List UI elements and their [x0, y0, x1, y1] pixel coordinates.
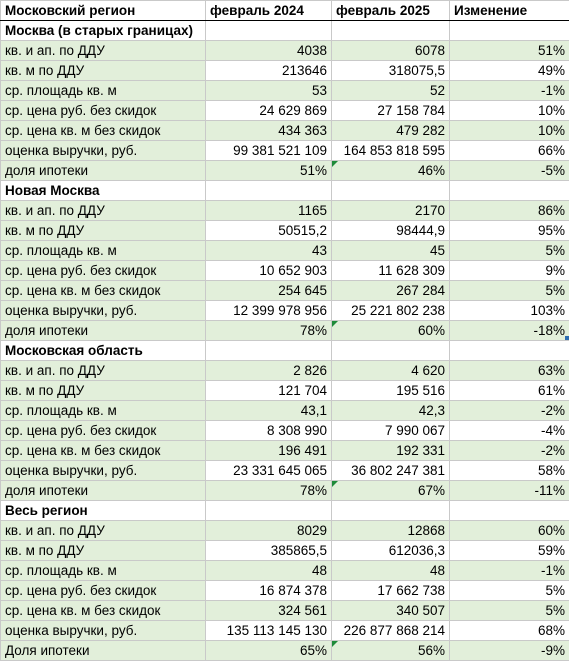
empty-cell[interactable] [450, 181, 569, 201]
table-row [1, 541, 569, 561]
value-change[interactable]: 95% [450, 221, 569, 241]
table-row [1, 561, 569, 581]
value-feb-2025[interactable]: 45 [332, 241, 450, 261]
section-title[interactable]: Московская область [1, 341, 206, 361]
value-feb-2024[interactable]: 43,1 [206, 401, 332, 421]
metric-label[interactable]: кв. и ап. по ДДУ [1, 361, 206, 381]
value-feb-2024[interactable]: 51% [206, 161, 332, 181]
table-row [1, 61, 569, 81]
value-change[interactable]: 49% [450, 61, 569, 81]
value-change[interactable]: -4% [450, 421, 569, 441]
empty-cell[interactable] [206, 501, 332, 521]
value-feb-2025[interactable]: 267 284 [332, 281, 450, 301]
header-feb-2024[interactable]: февраль 2024 [206, 1, 332, 21]
empty-cell[interactable] [450, 341, 569, 361]
table-body [1, 21, 569, 661]
metric-label[interactable]: ср. цена руб. без скидок [1, 261, 206, 281]
value-feb-2025[interactable]: 226 877 868 214 [332, 621, 450, 641]
section-title[interactable]: Москва (в старых границах) [1, 21, 206, 41]
value-feb-2024[interactable]: 53 [206, 81, 332, 101]
table-row [1, 621, 569, 641]
metric-label[interactable]: кв. м по ДДУ [1, 221, 206, 241]
value-feb-2024[interactable]: 135 113 145 130 [206, 621, 332, 641]
value-change[interactable]: 5% [450, 241, 569, 261]
table-row [1, 81, 569, 101]
value-feb-2025[interactable]: 52 [332, 81, 450, 101]
metric-label[interactable]: кв. м по ДДУ [1, 381, 206, 401]
value-change[interactable]: -1% [450, 81, 569, 101]
value-feb-2024[interactable]: 324 561 [206, 601, 332, 621]
table-row [1, 161, 569, 181]
table-row [1, 421, 569, 441]
value-feb-2024[interactable]: 196 491 [206, 441, 332, 461]
value-feb-2025[interactable]: 479 282 [332, 121, 450, 141]
value-change[interactable]: -5% [450, 161, 569, 181]
empty-cell[interactable] [450, 21, 569, 41]
value-feb-2025[interactable]: 48 [332, 561, 450, 581]
value-feb-2025[interactable]: 11 628 309 [332, 261, 450, 281]
value-change[interactable]: 61% [450, 381, 569, 401]
table-row [1, 401, 569, 421]
value-feb-2025[interactable]: 12868 [332, 521, 450, 541]
table-row [1, 601, 569, 621]
value-feb-2025[interactable]: 42,3 [332, 401, 450, 421]
value-feb-2025[interactable]: 164 853 818 595 [332, 141, 450, 161]
metric-label[interactable]: оценка выручки, руб. [1, 301, 206, 321]
metric-label[interactable]: Доля ипотеки [1, 641, 206, 661]
metric-label[interactable]: кв. и ап. по ДДУ [1, 521, 206, 541]
empty-cell[interactable] [332, 181, 450, 201]
metric-label[interactable]: ср. площадь кв. м [1, 401, 206, 421]
value-feb-2024[interactable]: 16 874 378 [206, 581, 332, 601]
metric-label[interactable]: ср. площадь кв. м [1, 561, 206, 581]
header-change[interactable]: Изменение [450, 1, 569, 21]
metric-label[interactable]: кв. м по ДДУ [1, 61, 206, 81]
value-feb-2024[interactable]: 2 826 [206, 361, 332, 381]
table-row [1, 41, 569, 61]
value-feb-2025[interactable]: 4 620 [332, 361, 450, 381]
table-row [1, 361, 569, 381]
value-feb-2025[interactable]: 25 221 802 238 [332, 301, 450, 321]
table-row [1, 241, 569, 261]
value-change[interactable]: 10% [450, 121, 569, 141]
value-change[interactable]: 5% [450, 601, 569, 621]
metric-label[interactable]: ср. цена руб. без скидок [1, 101, 206, 121]
empty-cell[interactable] [450, 501, 569, 521]
table-row [1, 301, 569, 321]
value-change[interactable]: -9% [450, 641, 569, 661]
value-change[interactable]: 5% [450, 281, 569, 301]
section-title[interactable]: Новая Москва [1, 181, 206, 201]
value-change[interactable]: 51% [450, 41, 569, 61]
table-row [1, 281, 569, 301]
table-row [1, 581, 569, 601]
value-feb-2024[interactable]: 78% [206, 481, 332, 501]
metric-label[interactable]: кв. и ап. по ДДУ [1, 41, 206, 61]
value-feb-2024[interactable]: 24 629 869 [206, 101, 332, 121]
metric-label[interactable]: ср. цена кв. м без скидок [1, 121, 206, 141]
empty-cell[interactable] [206, 21, 332, 41]
value-feb-2024[interactable]: 50515,2 [206, 221, 332, 241]
metric-label[interactable]: оценка выручки, руб. [1, 621, 206, 641]
table-row [1, 121, 569, 141]
value-change[interactable]: -2% [450, 401, 569, 421]
metric-label[interactable]: ср. цена кв. м без скидок [1, 441, 206, 461]
value-feb-2025[interactable]: 340 507 [332, 601, 450, 621]
metric-label[interactable]: доля ипотеки [1, 321, 206, 341]
value-feb-2025[interactable]: 612036,3 [332, 541, 450, 561]
table-row [1, 261, 569, 281]
value-feb-2025[interactable]: 56% [332, 641, 450, 661]
section-row [1, 341, 569, 361]
value-change[interactable]: 59% [450, 541, 569, 561]
metric-label[interactable]: ср. площадь кв. м [1, 241, 206, 261]
value-change[interactable]: 5% [450, 581, 569, 601]
value-feb-2024[interactable]: 385865,5 [206, 541, 332, 561]
value-feb-2024[interactable]: 43 [206, 241, 332, 261]
value-feb-2025[interactable]: 60% [332, 321, 450, 341]
value-change[interactable]: -11% [450, 481, 569, 501]
value-change[interactable]: -18% [450, 321, 569, 341]
header-feb-2025[interactable]: февраль 2025 [332, 1, 450, 21]
value-change[interactable]: 86% [450, 201, 569, 221]
metric-label[interactable]: доля ипотеки [1, 161, 206, 181]
metric-label[interactable]: кв. и ап. по ДДУ [1, 201, 206, 221]
value-feb-2024[interactable]: 23 331 645 065 [206, 461, 332, 481]
value-feb-2025[interactable]: 27 158 784 [332, 101, 450, 121]
value-change[interactable]: 58% [450, 461, 569, 481]
value-change[interactable]: 63% [450, 361, 569, 381]
value-feb-2024[interactable]: 8029 [206, 521, 332, 541]
value-feb-2025[interactable]: 67% [332, 481, 450, 501]
value-feb-2024[interactable]: 65% [206, 641, 332, 661]
value-feb-2025[interactable]: 36 802 247 381 [332, 461, 450, 481]
metric-label[interactable]: ср. цена кв. м без скидок [1, 281, 206, 301]
table-row [1, 101, 569, 121]
metric-label[interactable]: ср. цена руб. без скидок [1, 581, 206, 601]
value-change[interactable]: 60% [450, 521, 569, 541]
metric-label[interactable]: ср. цена руб. без скидок [1, 421, 206, 441]
section-row [1, 501, 569, 521]
metric-label[interactable]: оценка выручки, руб. [1, 461, 206, 481]
value-feb-2024[interactable]: 10 652 903 [206, 261, 332, 281]
value-feb-2024[interactable]: 99 381 521 109 [206, 141, 332, 161]
empty-cell[interactable] [332, 341, 450, 361]
table-row [1, 461, 569, 481]
value-change[interactable]: 9% [450, 261, 569, 281]
table-row [1, 441, 569, 461]
table-row [1, 201, 569, 221]
value-feb-2024[interactable]: 1165 [206, 201, 332, 221]
section-row [1, 181, 569, 201]
value-feb-2025[interactable]: 2170 [332, 201, 450, 221]
table-row [1, 221, 569, 241]
value-feb-2025[interactable]: 192 331 [332, 441, 450, 461]
value-feb-2025[interactable]: 17 662 738 [332, 581, 450, 601]
value-feb-2024[interactable]: 4038 [206, 41, 332, 61]
empty-cell[interactable] [332, 501, 450, 521]
value-feb-2024[interactable]: 48 [206, 561, 332, 581]
section-row [1, 21, 569, 41]
value-change[interactable]: -1% [450, 561, 569, 581]
table-row [1, 641, 569, 661]
metric-label[interactable]: ср. цена кв. м без скидок [1, 601, 206, 621]
value-change[interactable]: 10% [450, 101, 569, 121]
metric-label[interactable]: ср. площадь кв. м [1, 81, 206, 101]
value-feb-2025[interactable]: 318075,5 [332, 61, 450, 81]
header-row [1, 1, 569, 21]
value-feb-2025[interactable]: 195 516 [332, 381, 450, 401]
value-change[interactable]: 68% [450, 621, 569, 641]
value-feb-2024[interactable]: 434 363 [206, 121, 332, 141]
value-feb-2024[interactable]: 8 308 990 [206, 421, 332, 441]
empty-cell[interactable] [206, 181, 332, 201]
value-feb-2025[interactable]: 6078 [332, 41, 450, 61]
value-feb-2024[interactable]: 12 399 978 956 [206, 301, 332, 321]
table-row [1, 381, 569, 401]
header-region[interactable]: Московский регион [1, 1, 206, 21]
value-change[interactable]: 103% [450, 301, 569, 321]
value-feb-2025[interactable]: 98444,9 [332, 221, 450, 241]
value-change[interactable]: -2% [450, 441, 569, 461]
table-row [1, 321, 569, 341]
value-feb-2024[interactable]: 78% [206, 321, 332, 341]
value-feb-2024[interactable]: 213646 [206, 61, 332, 81]
value-feb-2025[interactable]: 7 990 067 [332, 421, 450, 441]
table-row [1, 521, 569, 541]
value-feb-2024[interactable]: 254 645 [206, 281, 332, 301]
section-title[interactable]: Весь регион [1, 501, 206, 521]
value-feb-2025[interactable]: 46% [332, 161, 450, 181]
metric-label[interactable]: кв. м по ДДУ [1, 541, 206, 561]
metric-label[interactable]: оценка выручки, руб. [1, 141, 206, 161]
value-change[interactable]: 66% [450, 141, 569, 161]
value-feb-2024[interactable]: 121 704 [206, 381, 332, 401]
table-row [1, 481, 569, 501]
empty-cell[interactable] [332, 21, 450, 41]
table-row [1, 141, 569, 161]
metric-label[interactable]: доля ипотеки [1, 481, 206, 501]
empty-cell[interactable] [206, 341, 332, 361]
